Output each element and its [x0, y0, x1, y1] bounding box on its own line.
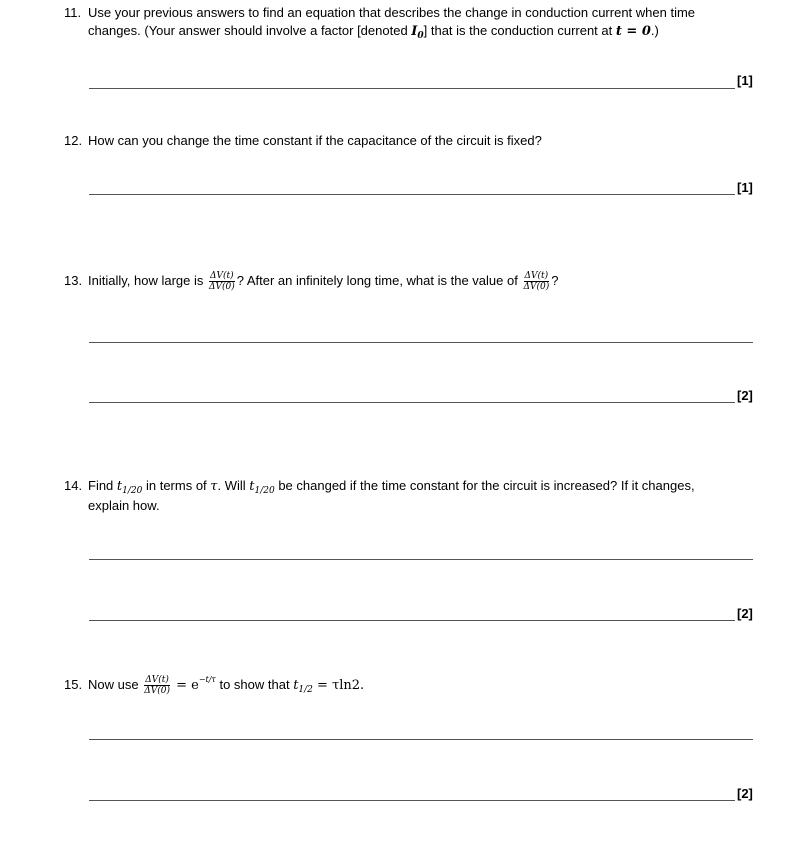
math-t-1-20: $t_{1/20}$	[116, 479, 143, 496]
answer-line[interactable]	[89, 194, 735, 195]
fraction-dv: $\frac{\Delta V(t)}{\Delta V(0)}$	[523, 271, 550, 293]
question-12	[64, 131, 542, 150]
question-text: How can you change the time constant if the capacitance of the circuit is fixed?	[88, 133, 542, 148]
answer-line[interactable]	[89, 559, 753, 560]
math-t0: t = 0	[615, 24, 651, 39]
mark-label: [2]	[737, 606, 753, 621]
math-t-1-20: $t_{1/20}$	[249, 479, 275, 496]
math-I: $I_0$	[411, 24, 424, 41]
answer-line[interactable]	[89, 88, 735, 89]
question-14-line2: explain how.	[88, 498, 160, 513]
question-number: 11.	[64, 5, 82, 20]
question-14: 14. Find $t_{1/20}$ in terms of τ. Will $t_{1/20}$ be changed if the time constant for the circuit is increased? If it changes,	[64, 478, 695, 496]
fraction-dv: $\frac{\Delta V(t)}{\Delta V(0)}$	[208, 271, 235, 293]
answer-line[interactable]	[89, 800, 735, 801]
mark-label: [2]	[737, 786, 753, 801]
question-number: 14.	[64, 478, 83, 493]
mark-label: [1]	[737, 73, 753, 88]
answer-line[interactable]	[89, 342, 753, 343]
question-11-line2: changes. (Your answer should involve a factor [denoted $I_0$] that is the conduction current at t = 0.)	[88, 23, 659, 41]
answer-line[interactable]	[89, 620, 735, 621]
question-11	[64, 3, 695, 22]
fraction-dv: $\frac{\Delta V(t)}{\Delta V(0)}$	[144, 675, 170, 697]
mark-label: [2]	[737, 388, 753, 403]
answer-line[interactable]	[89, 739, 753, 740]
answer-line[interactable]	[89, 402, 735, 403]
math-equals-e: = $e^{-t/\tau}$	[171, 675, 216, 693]
question-number: 13.	[64, 273, 83, 288]
question-number: 12.	[64, 133, 83, 148]
question-15: 15. Now use $\frac{\Delta V(t)}{\Delta V(0)}$ = $e^{-t/\tau}$ to show that $t_{1/2} = \tau\ln 2$.	[64, 675, 365, 697]
question-text: Use your previous answers to find an equation that describes the change in conduction current when time	[88, 5, 696, 20]
math-tau-ln2: = τln2.	[312, 678, 365, 693]
question-number: 15.	[64, 677, 83, 692]
math-t-1-2: $t_{1/2}$	[293, 678, 313, 695]
question-13: 13. Initially, how large is $\frac{\Delta V(t)}{\Delta V(0)}$ ? After an infinitely long time, what is the value of $\frac{\Delta V(t)}{\Delta V(0)}$ ?	[64, 271, 559, 293]
math-tau: τ	[210, 479, 218, 494]
mark-label: [1]	[737, 180, 753, 195]
